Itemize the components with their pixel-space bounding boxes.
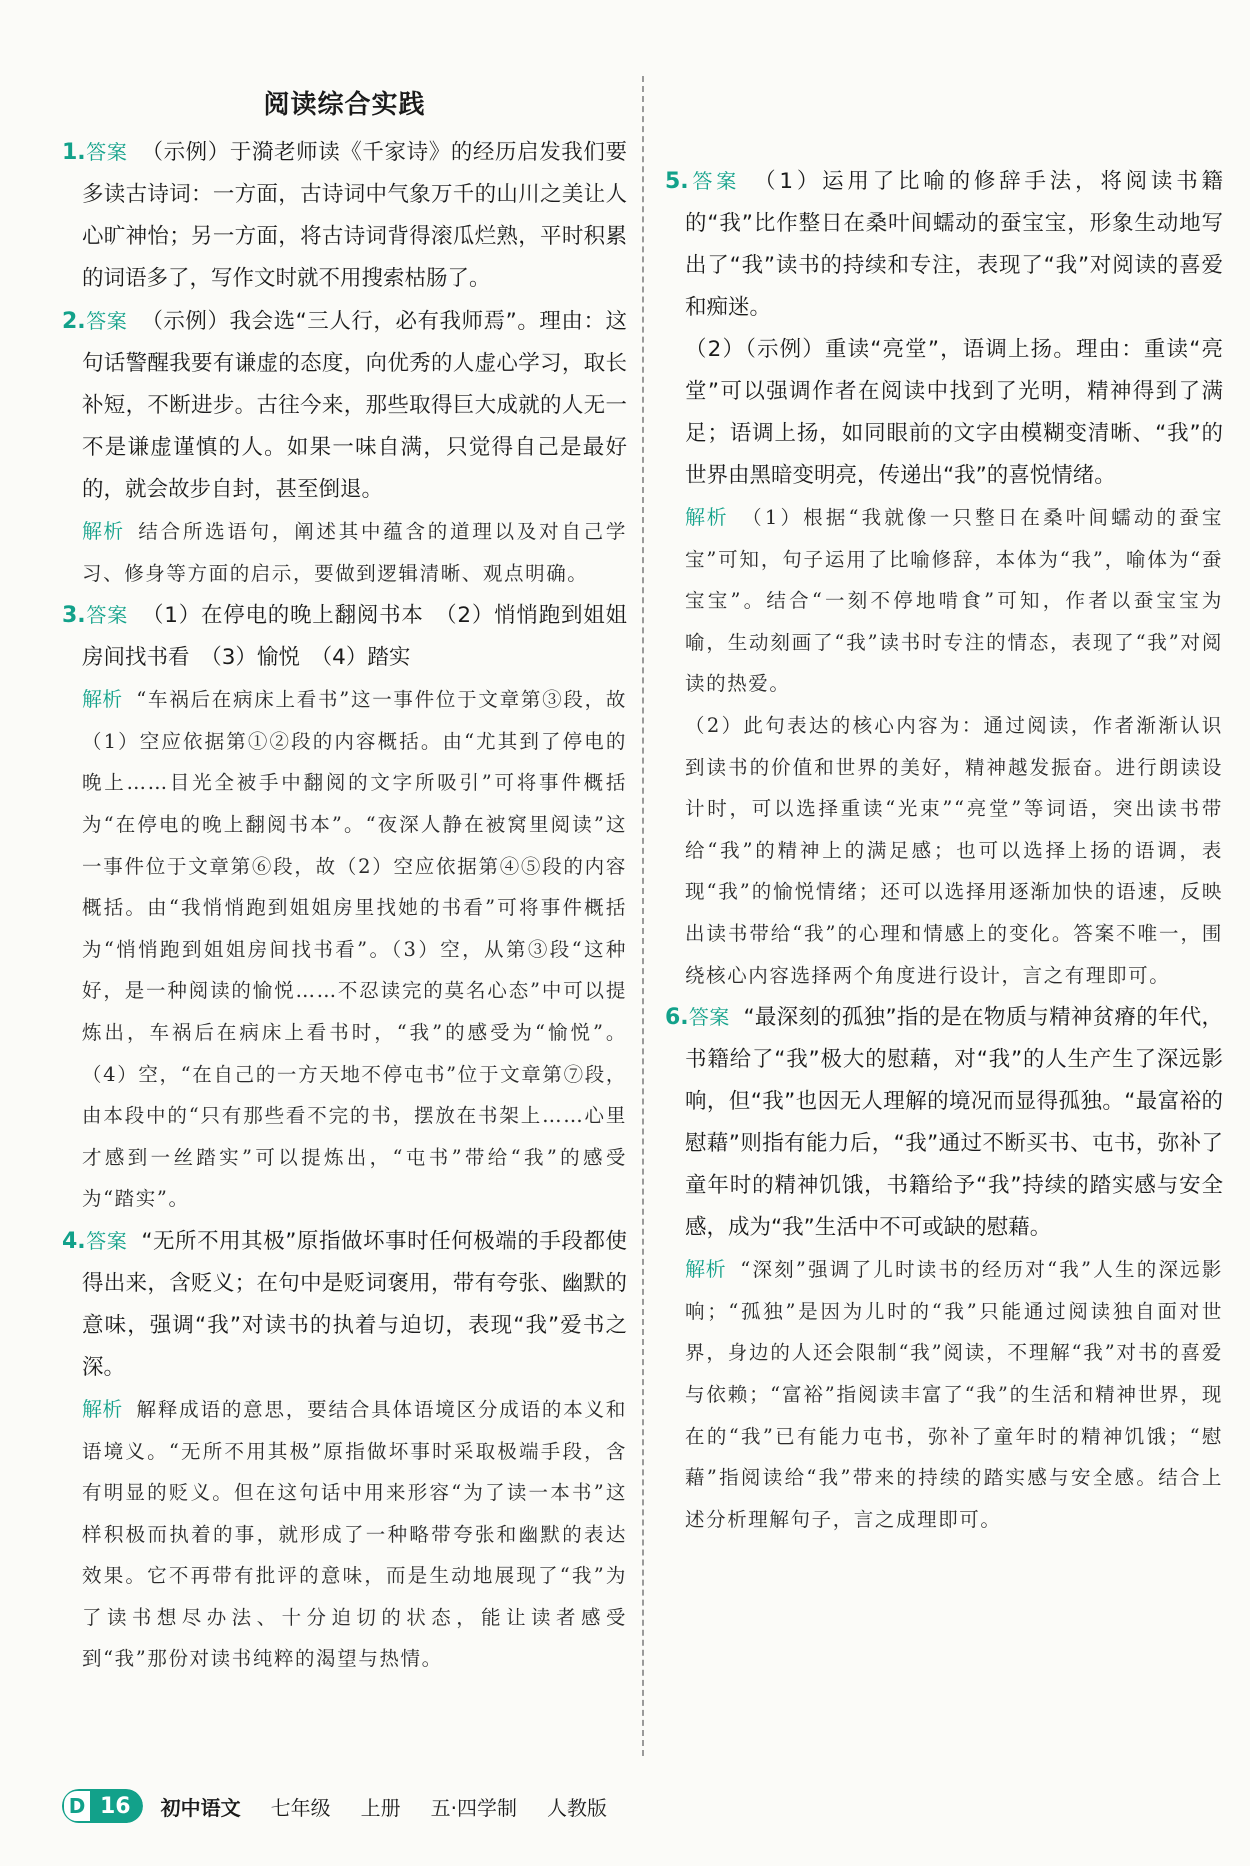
page-footer: [62, 1786, 607, 1826]
page-title: 阅读综合实践: [263, 90, 426, 120]
page-number-badge: [62, 1789, 143, 1823]
footer-grade: 七年级: [270, 1795, 331, 1820]
q6-answer: 6.答案 “最深刻的孤独”指的是在物质与精神贫瘠的年代，书籍给了“我”极大的慰藉，对“我”的人生产生了深远影响，但“我”也因无人理解的境况而显得孤独。“最富裕的慰藉”则指有能力后，“我”通过不断买书、屯书，弥补了童年时的精神饥饿，书籍给予“我”持续的踏实感与安全感，成为“我”生活中不可或缺的慰藉。: [665, 1005, 1224, 1241]
q5-analysis-2: （2）此句表达的核心内容为：通过阅读，作者渐渐认识到读书的价值和世界的美好，精神越发振奋。进行朗读设计时，可以选择重读“光束”“亮堂”等词语，突出读书带给“我”的精神上的满足感；也可以选择上扬的语调，表现“我”的愉悦情绪；还可以选择用逐渐加快的语速，反映出读书带给“我”的心理和情感上的变化。答案不唯一，围绕核心内容选择两个角度进行设计，言之有理即可。: [685, 713, 1223, 987]
badge-letter: D: [62, 1789, 92, 1823]
footer-volume: 上册: [360, 1795, 401, 1820]
q5-analysis-1: 解析 （1）根据“我就像一只整日在桑叶间蠕动的蚕宝宝”可知，句子运用了比喻修辞，本体为“我”，喻体为“蚕宝宝”。结合“一刻不停地啃食”可知，作者以蚕宝宝为喻，生动刻画了“我”读书时专注的情态，表现了“我”对阅读的热爱。: [685, 505, 1224, 696]
q2-analysis: 解析 结合所选语句，阐述其中蕴含的道理以及对自己学习、修身等方面的启示，要做到逻辑清晰、观点明确。: [82, 519, 628, 585]
footer-subject: 初中语文: [160, 1795, 241, 1820]
column-divider: [642, 76, 644, 1756]
q3-answer: 3.答案 （1）在停电的晚上翻阅书本 （2）悄悄跑到姐姐房间找书看 （3）愉悦 （4）踏实: [62, 603, 627, 671]
right-column-content: [665, 160, 1223, 1540]
q5-answer-2: （2）（示例）重读“亮堂”，语调上扬。理由：重读“亮堂”可以强调作者在阅读中找到了光明，精神得到了满足；语调上扬，如同眼前的文字由模糊变清晰、“我”的世界由黑暗变明亮，传递出“我”的喜悦情绪。: [685, 337, 1223, 488]
footer-edition: 人教版: [546, 1795, 607, 1820]
page-number: 16: [92, 1789, 143, 1823]
q3-analysis: 解析 “车祸后在病床上看书”这一事件位于文章第③段，故（1）空应依据第①②段的内容概括。由“尤其到了停电的晚上……目光全被手中翻阅的文字所吸引”可将事件概括为“在停电的晚上翻阅书本”。“夜深人静在被窝里阅读”这一事件位于文章第⑥段，故（2）空应依据第④⑤段的内容概括。由“我悄悄跑到姐姐房里找她的书看”可将事件概括为“悄悄跑到姐姐房间找书看”。（3）空，从第③段“这种好，是一种阅读的愉悦……不忍读完的莫名心态”中可以提炼出，车祸后在病床上看书时，“我”的感受为“愉悦”。（4）空，“在自己的一方天地不停屯书”位于文章第⑦段，由本段中的“只有那些看不完的书，摆放在书架上……心里才感到一丝踏实”可以提炼出，“屯书”带给“我”的感受为“踏实”。: [82, 687, 627, 1211]
q6-analysis: 解析 “深刻”强调了儿时读书的经历对“我”人生的深远影响；“孤独”是因为儿时的“我”只能通过阅读独自面对世界，身边的人还会限制“我”阅读，不理解“我”对书的喜爱与依赖；“富裕”指阅读丰富了“我”的生活和精神世界，现在的“我”已有能力屯书，弥补了童年时的精神饥饿；“慰藉”指阅读给“我”带来的持续的踏实感与安全感。结合上述分析理解句子，言之成理即可。: [685, 1257, 1224, 1531]
q4-answer: 4.答案 “无所不用其极”原指做坏事时任何极端的手段都使得出来，含贬义；在句中是贬词褒用，带有夸张、幽默的意味，强调“我”对读书的执着与迫切，表现“我”爱书之深。: [62, 1228, 628, 1380]
q1-answer: 1.答案 （示例）于漪老师读《千家诗》的经历启发我们要多读古诗词：一方面，古诗词中气象万千的山川之美让人心旷神怡；另一方面，将古诗词背得滚瓜烂熟，平时积累的词语多了，写作文时就不用搜索枯肠了。: [62, 140, 627, 291]
q5-answer-1: 5.答案 （1）运用了比喻的修辞手法，将阅读书籍的“我”比作整日在桑叶间蠕动的蚕宝宝，形象生动地写出了“我”读书的持续和专注，表现了“我”对阅读的喜爱和痴迷。: [665, 169, 1224, 320]
q2-answer: 2.答案 （示例）我会选“三人行，必有我师焉”。理由：这句话警醒我要有谦虚的态度，向优秀的人虚心学习，取长补短，不断进步。古往今来，那些取得巨大成就的人无一不是谦虚谨慎的人。如果一味自满，只觉得自己是最好的，就会故步自封，甚至倒退。: [62, 309, 628, 502]
left-column: [62, 58, 627, 1680]
q4-analysis: 解析 解释成语的意思，要结合具体语境区分成语的本义和语境义。“无所不用其极”原指做坏事时采取极端手段，含有明显的贬义。但在这句话中用来形容“为了读一本书”这样积极而执着的事，就形成了一种略带夸张和幽默的表达效果。它不再带有批评的意味，而是生动地展现了“我”为了读书想尽办法、十分迫切的状态，能让读者感受到“我”那份对读书纯粹的渴望与热情。: [82, 1396, 627, 1671]
footer-system: 五·四学制: [430, 1795, 517, 1820]
